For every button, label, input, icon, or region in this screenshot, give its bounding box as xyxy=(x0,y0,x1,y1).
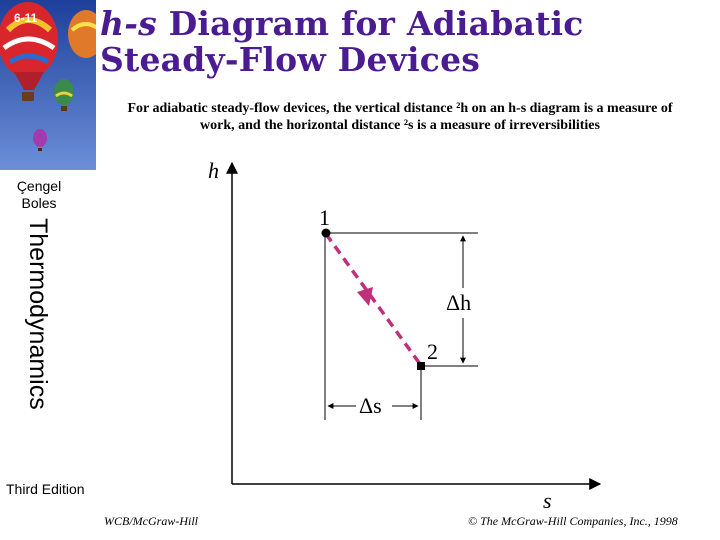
x-axis-label: s xyxy=(543,488,552,513)
author-cengel: Çengel xyxy=(16,178,62,194)
book-title: Thermodynamics xyxy=(24,218,52,410)
copyright-footer: © The McGraw-Hill Companies, Inc., 1998 xyxy=(468,514,678,528)
delta-h-label: Δh xyxy=(446,290,472,315)
edition-label: Third Edition xyxy=(6,481,85,497)
process-direction-arrow xyxy=(357,287,373,306)
author-boles: Boles xyxy=(21,195,57,211)
description-text: For adiabatic steady-flow devices, the vertical distance ²h on an h-s diagram is a measure of work, and the horizontal distance ²s is a measure of irreversibilities xyxy=(127,101,673,133)
title-rest: Diagram for Adiabatic Steady-Flow Devices xyxy=(100,4,584,79)
state-2-label: 2 xyxy=(427,339,438,364)
delta-s-label: Δs xyxy=(359,393,382,418)
slide-number: 6-11 xyxy=(14,11,38,25)
process-line xyxy=(326,234,420,364)
state-2-point xyxy=(417,362,425,370)
y-axis-label: h xyxy=(208,158,219,183)
state-1-label: 1 xyxy=(319,205,330,230)
title-hs: h-s xyxy=(100,4,157,43)
publisher-footer: WCB/McGraw-Hill xyxy=(104,514,198,528)
